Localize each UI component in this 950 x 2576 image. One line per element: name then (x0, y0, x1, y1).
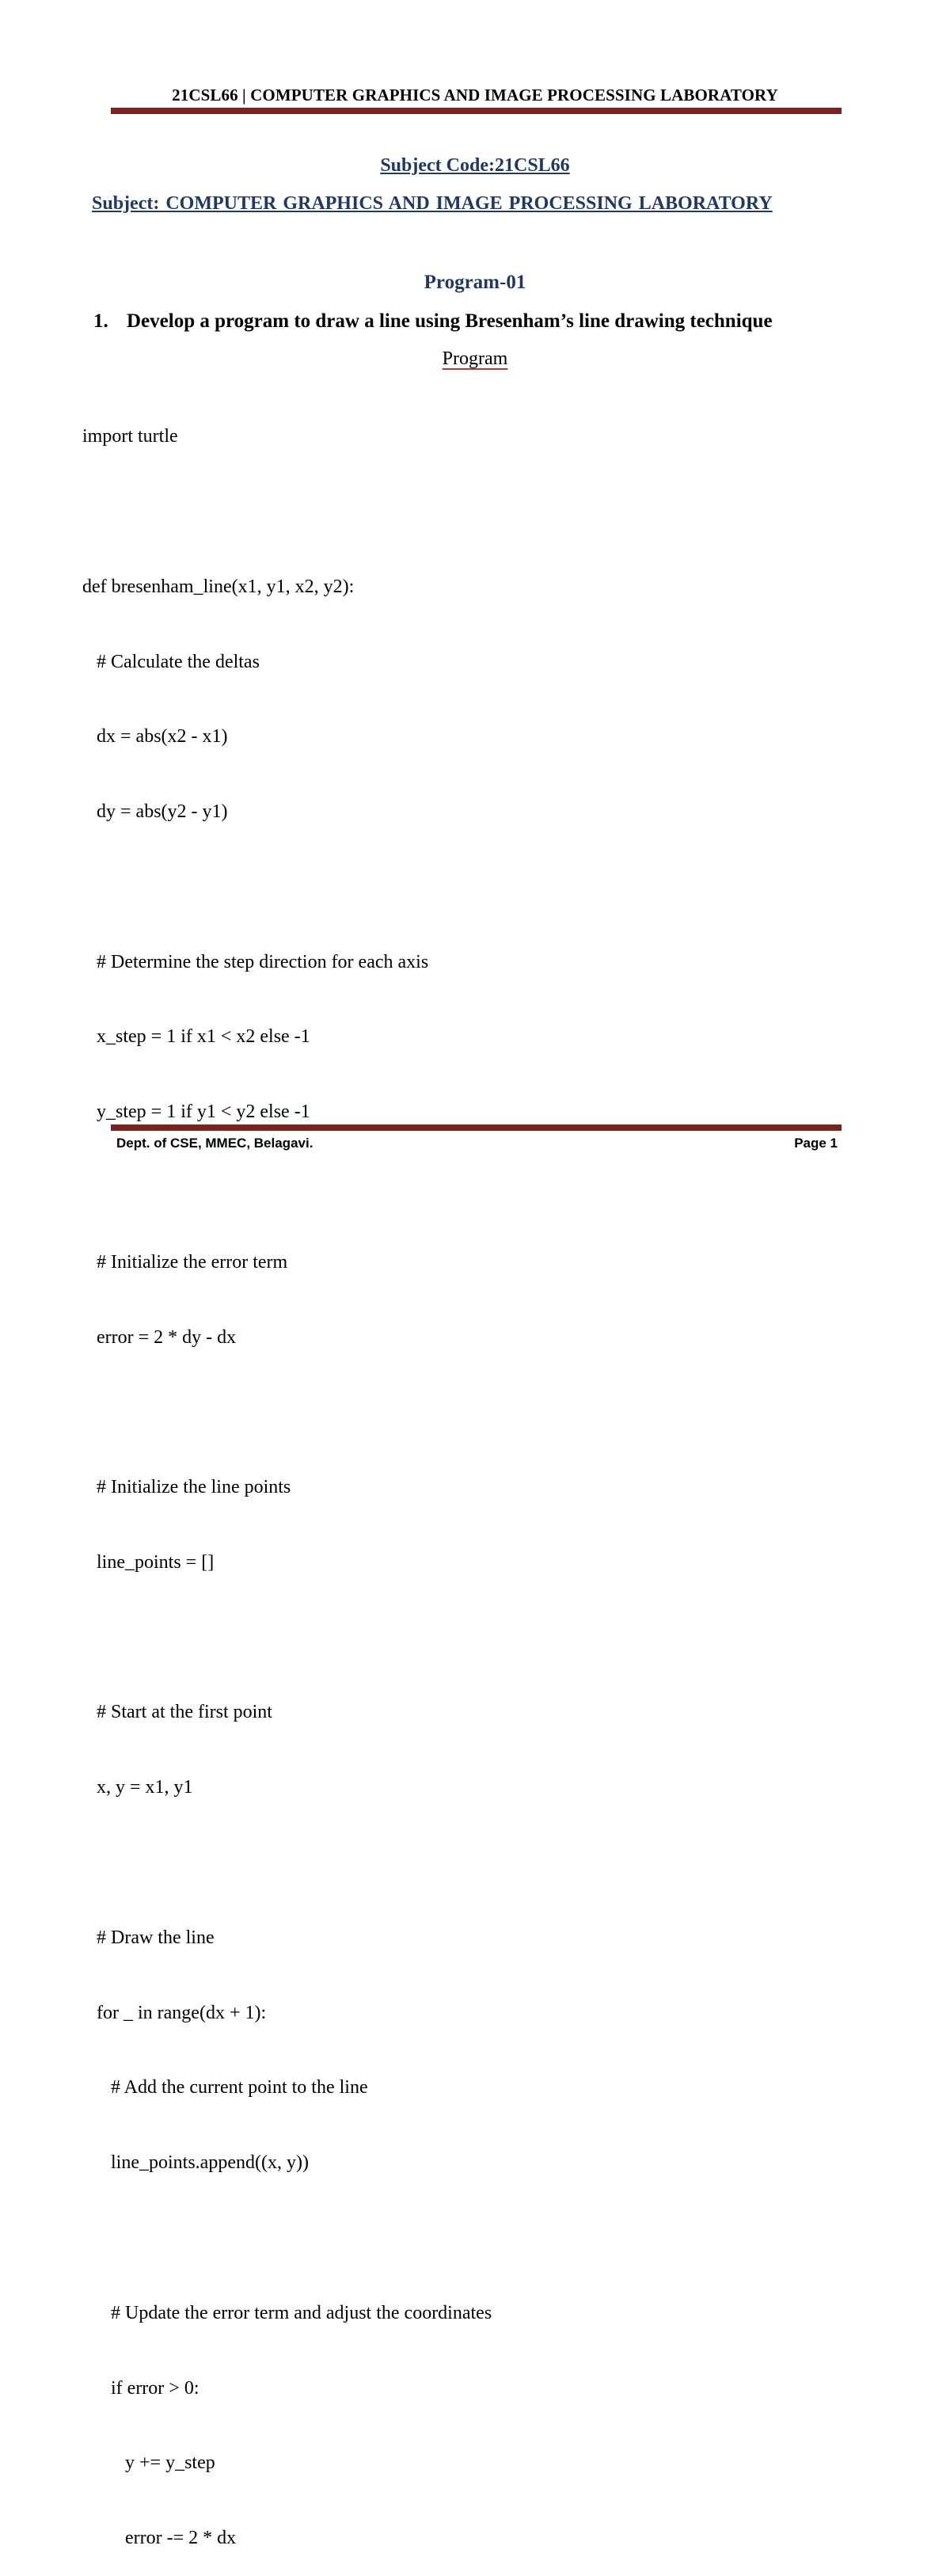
code-line: line_points = [] (82, 1551, 215, 1573)
code-line (82, 1851, 492, 1876)
code-line (82, 500, 492, 525)
task-number: 1. (93, 310, 108, 332)
code-line: # Calculate the deltas (82, 651, 260, 672)
program-label-text: Program (442, 348, 508, 369)
subject-code: Subject Code:21CSL66 (380, 155, 570, 176)
program-heading: Program-01 (424, 272, 526, 293)
code-line: x_step = 1 if x1 < x2 else -1 (82, 1026, 310, 1048)
program-label (0, 348, 950, 370)
footer-divider (111, 1124, 842, 1131)
code-line: for _ in range(dx + 1): (82, 2002, 267, 2023)
code-line: import turtle (82, 426, 178, 447)
code-line (82, 1175, 492, 1200)
code-line: # Initialize the line points (82, 1477, 291, 1498)
code-line: error = 2 * dy - dx (82, 1326, 237, 1348)
code-line (82, 1400, 492, 1425)
footer-page-number: Page 1 (794, 1136, 838, 1151)
code-line (82, 1626, 492, 1651)
subject-title: Subject: COMPUTER GRAPHICS AND IMAGE PROCESSING LABORATORY (92, 193, 773, 214)
code-line: line_points.append((x, y)) (82, 2152, 309, 2174)
code-line: dx = abs(x2 - x1) (82, 726, 228, 748)
task-statement (93, 310, 773, 333)
code-line: # Add the current point to the line (82, 2077, 368, 2098)
code-line: # Update the error term and adjust the coordinates (82, 2302, 492, 2323)
code-line: # Start at the first point (82, 1702, 272, 1723)
page-header-title: 21CSL66 | COMPUTER GRAPHICS AND IMAGE PROCESSING LABORATORY (172, 86, 778, 105)
code-line: error -= 2 * dx (82, 2528, 237, 2549)
code-line: # Initialize the error term (82, 1251, 288, 1273)
code-line: if error > 0: (82, 2377, 200, 2399)
code-line: # Draw the line (82, 1927, 215, 1948)
footer-department: Dept. of CSE, MMEC, Belagavi. (116, 1136, 314, 1151)
header-divider (111, 108, 842, 114)
code-block (82, 375, 492, 2576)
code-line: dy = abs(y2 - y1) (82, 801, 228, 823)
code-line: y_step = 1 if y1 < y2 else -1 (82, 1102, 310, 1123)
code-line (82, 875, 492, 900)
code-line: def bresenham_line(x1, y1, x2, y2): (82, 576, 355, 597)
task-text: Develop a program to draw a line using Bresenham’s line drawing technique (127, 310, 773, 332)
code-line (82, 2226, 492, 2251)
code-line: x, y = x1, y1 (82, 1777, 193, 1798)
code-line: y += y_step (82, 2452, 215, 2474)
code-line: # Determine the step direction for each axis (82, 951, 429, 972)
